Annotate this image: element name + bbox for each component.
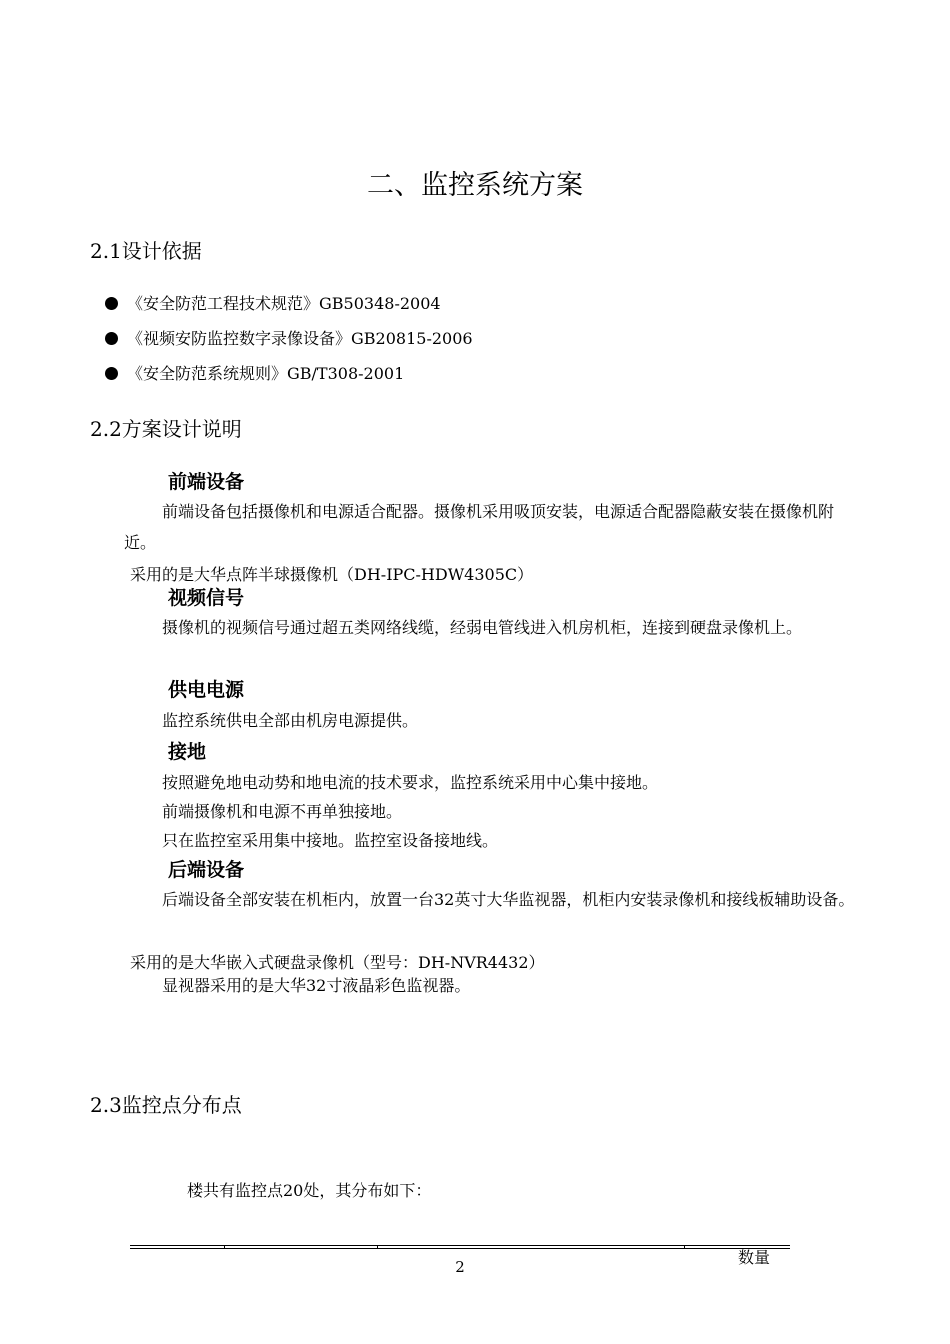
- table-header-quantity: 数量: [738, 1248, 771, 1267]
- paragraph-video-signal: 摄像机的视频信号通过超五类网络线缆，经弱电管线进入机房机柜，连接到硬盘录像机上。: [162, 618, 803, 637]
- subheading-grounding: 接地: [168, 741, 207, 763]
- paragraph-front-equipment: 前端设备包括摄像机和电源适合配器。摄像机采用吸顶安装，电源适合配器隐蔽安装在摄像机附近。: [124, 502, 835, 552]
- front-camera-model: 采用的是大华点阵半球摄像机（DH-IPC-HDW4305C）: [130, 565, 534, 584]
- list-item: 《安全防范系统规则》GB/T308-2001: [105, 361, 404, 384]
- section-heading-2-2: 2.2方案设计说明: [90, 417, 242, 441]
- distribution-intro: 楼共有监控点20处，其分布如下：: [187, 1181, 432, 1200]
- bullet-icon: [105, 297, 118, 310]
- page-number: 2: [455, 1258, 465, 1276]
- paragraph-back-equipment: 后端设备全部安装在机柜内，放置一台32英寸大华监视器，机柜内安装录像机和接线板辅助设备。: [162, 890, 855, 909]
- bullet-icon: [105, 332, 118, 345]
- back-recorder-model: 采用的是大华嵌入式硬盘录像机（型号：DH-NVR4432）: [130, 953, 545, 972]
- list-item: 《安全防范工程技术规范》GB50348-2004: [105, 291, 441, 314]
- table-column-divider: [684, 1245, 685, 1249]
- list-item: 《视频安防监控数字录像设备》GB20815-2006: [105, 326, 473, 349]
- table-column-divider: [224, 1245, 225, 1249]
- subheading-power: 供电电源: [168, 679, 245, 701]
- table-top-rule-inner: [130, 1248, 790, 1249]
- grounding-line-3: 只在监控室采用集中接地。监控室设备接地线。: [162, 831, 499, 850]
- section-heading-2-1: 2.1设计依据: [90, 239, 202, 263]
- paragraph-power: 监控系统供电全部由机房电源提供。: [162, 711, 419, 730]
- bullet-icon: [105, 367, 118, 380]
- back-monitor-line: 显视器采用的是大华32寸液晶彩色监视器。: [162, 976, 471, 995]
- subheading-video-signal: 视频信号: [168, 587, 245, 609]
- section-heading-2-3: 2.3监控点分布点: [90, 1093, 242, 1117]
- subheading-back-equipment: 后端设备: [168, 859, 245, 881]
- table-column-divider: [377, 1245, 378, 1249]
- grounding-line-1: 按照避免地电动势和地电流的技术要求，监控系统采用中心集中接地。: [162, 773, 659, 792]
- subheading-front-equipment: 前端设备: [168, 471, 245, 493]
- table-top-rule: [130, 1245, 790, 1246]
- page-title: 二、监控系统方案: [367, 170, 583, 201]
- grounding-line-2: 前端摄像机和电源不再单独接地。: [162, 802, 403, 821]
